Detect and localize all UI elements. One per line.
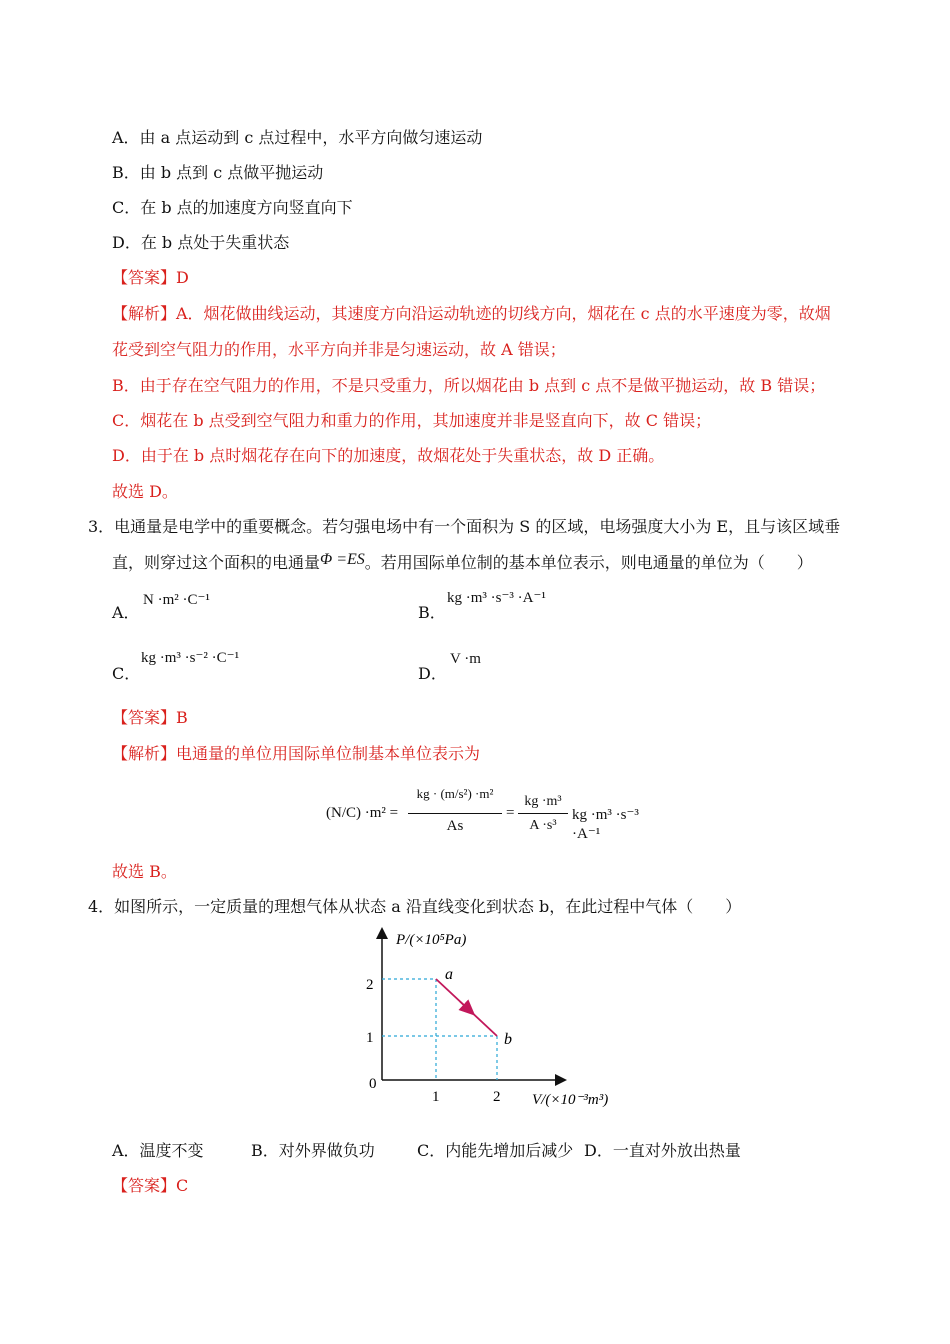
q3-option-a-value: N ·m² ·C⁻¹ xyxy=(143,592,210,608)
derivation-frac1-bar xyxy=(408,813,502,814)
q2-analysis-line-5: D．由于在 b 点时烟花存在向下的加速度，故烟花处于失重状态，故 D 正确。 xyxy=(112,446,665,465)
q4-option-a: A．温度不变 xyxy=(112,1141,204,1160)
q3-stem-formula: Φ =ES xyxy=(320,551,365,568)
q3-option-c-label: C． xyxy=(112,664,141,683)
q3-analysis: 【解析】电通量的单位用国际单位制基本单位表示为 xyxy=(112,744,481,763)
origin-label: 0 xyxy=(369,1076,377,1092)
point-a-label: a xyxy=(445,966,453,983)
point-b-label: b xyxy=(504,1031,512,1048)
y-tick-2: 2 xyxy=(366,977,374,993)
q3-option-a-label: A． xyxy=(112,603,140,622)
q3-answer: 【答案】B xyxy=(112,708,188,727)
derivation-frac2-num: kg ·m³ xyxy=(524,794,562,809)
y-axis-label: P/(×10⁵Pa) xyxy=(396,932,467,948)
derivation-rhs: kg ·m³ ·s⁻³ ·A⁻¹ xyxy=(572,807,639,842)
derivation-frac1-num: kg · (m/s²) ·m² xyxy=(416,786,494,801)
derivation-frac2-den: A ·s³ xyxy=(529,818,557,833)
x-tick-1: 1 xyxy=(432,1089,440,1105)
q3-stem-text-b: 。若用国际单位制的基本单位表示，则电通量的单位为（ ） xyxy=(364,553,813,572)
y-tick-1: 1 xyxy=(366,1030,374,1046)
q3-option-c-value: kg ·m³ ·s⁻² ·C⁻¹ xyxy=(141,650,240,666)
q3-stem-line-1: 3．电通量是电学中的重要概念。若匀强电场中有一个面积为 S 的区域，电场强度大小为 E，且与该区域垂 xyxy=(88,517,841,536)
q2-answer: 【答案】D xyxy=(112,268,189,287)
direction-arrow xyxy=(460,1002,470,1011)
q4-option-b: B．对外界做负功 xyxy=(251,1141,375,1160)
q4-option-c: C．内能先增加后减少 xyxy=(417,1141,574,1160)
q2-option-a: A．由 a 点运动到 c 点过程中，水平方向做匀速运动 xyxy=(112,128,483,147)
derivation-frac1-den: As xyxy=(446,818,464,834)
pv-diagram xyxy=(352,922,622,1118)
derivation-lhs: (N/C) ·m² = xyxy=(326,805,399,821)
q3-derivation xyxy=(326,776,666,842)
derivation-equals: = xyxy=(506,805,515,821)
q3-option-d-value: V ·m xyxy=(450,651,481,667)
derivation-frac2-bar xyxy=(518,813,568,814)
q4-option-d: D．一直对外放出热量 xyxy=(584,1141,741,1160)
q4-answer: 【答案】C xyxy=(112,1176,189,1195)
x-axis-label: V/(×10⁻³m³) xyxy=(532,1092,609,1108)
q3-option-d-label: D． xyxy=(418,664,447,683)
q2-analysis-line-1: 【解析】A．烟花做曲线运动，其速度方向沿运动轨迹的切线方向，烟花在 c 点的水平速度为零，故烟 xyxy=(112,304,831,323)
q3-conclusion: 故选 B。 xyxy=(112,862,177,881)
q2-conclusion: 故选 D。 xyxy=(112,482,178,501)
q3-stem-text-a: 直，则穿过这个面积的电通量 xyxy=(112,553,321,572)
q2-analysis-line-2: 花受到空气阻力的作用，水平方向并非是匀速运动，故 A 错误； xyxy=(112,340,566,359)
q4-stem: 4．如图所示，一定质量的理想气体从状态 a 沿直线变化到状态 b，在此过程中气体（ ） xyxy=(88,897,742,916)
q3-option-b-label: B． xyxy=(418,603,446,622)
q2-analysis-line-3: B．由于存在空气阻力的作用，不是只受重力，所以烟花由 b 点到 c 点不是做平抛运动，故 B 错误； xyxy=(112,376,826,395)
q3-option-b-value: kg ·m³ ·s⁻³ ·A⁻¹ xyxy=(447,590,546,606)
q2-analysis-line-4: C．烟花在 b 点受到空气阻力和重力的作用，其加速度并非是竖直向下，故 C 错误； xyxy=(112,411,712,430)
x-tick-2: 2 xyxy=(493,1089,501,1105)
q2-option-d: D．在 b 点处于失重状态 xyxy=(112,233,290,252)
q3-stem-line-2 xyxy=(112,551,813,576)
q2-option-b: B．由 b 点到 c 点做平抛运动 xyxy=(112,163,324,182)
q2-option-c: C．在 b 点的加速度方向竖直向下 xyxy=(112,198,353,217)
